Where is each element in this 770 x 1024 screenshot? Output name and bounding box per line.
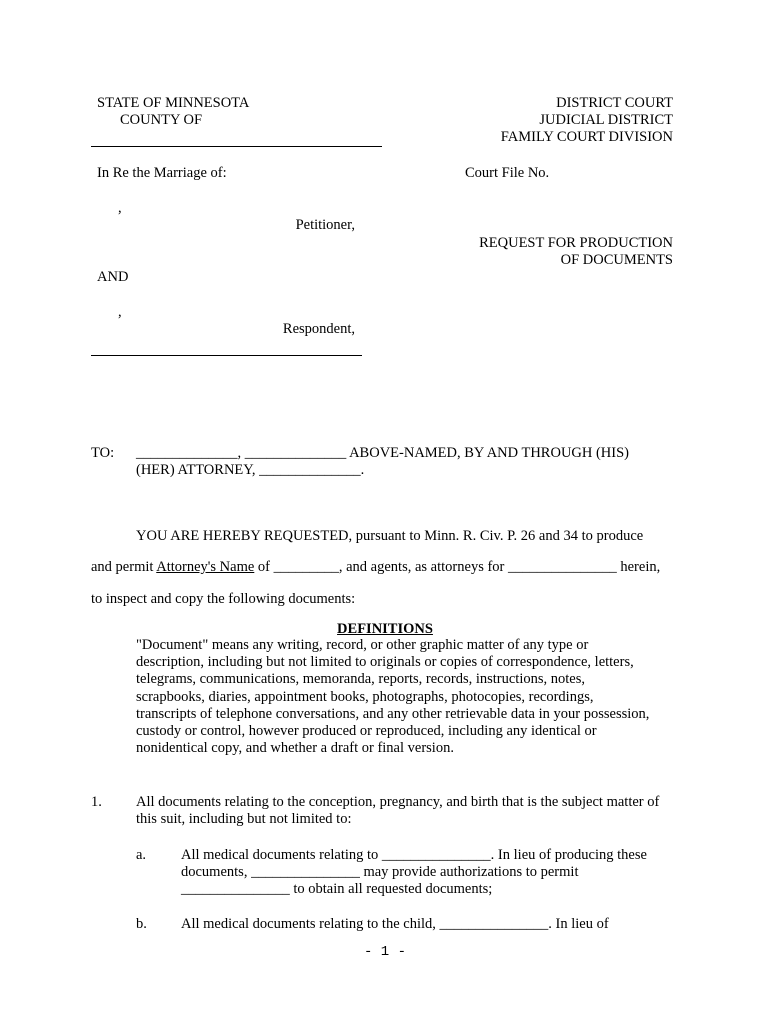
respondent-name-comma: , bbox=[118, 304, 122, 320]
caption-rule bbox=[91, 355, 362, 356]
court-name: DISTRICT COURT bbox=[556, 95, 673, 111]
judicial-district: JUDICIAL DISTRICT bbox=[539, 112, 673, 128]
subitem-a-line2: documents, _______________ may provide authorizations to permit bbox=[181, 864, 579, 880]
subitem-a-line1: All medical documents relating to _______________. In lieu of producing these bbox=[181, 847, 647, 863]
subitem-b-line1: All medical documents relating to the child, _______________. In lieu of bbox=[181, 916, 609, 932]
subitem-a-letter: a. bbox=[136, 847, 147, 863]
item-1-number: 1. bbox=[91, 794, 102, 810]
intro-line2-post: of _________, and agents, as attorneys for _______________ herein, bbox=[254, 559, 661, 575]
to-line2: (HER) ATTORNEY, ______________. bbox=[136, 462, 365, 478]
court-division: FAMILY COURT DIVISION bbox=[500, 129, 673, 145]
and-label: AND bbox=[97, 269, 129, 285]
to-label: TO: bbox=[91, 445, 115, 461]
intro-line3: to inspect and copy the following documents: bbox=[91, 591, 356, 607]
subitem-a-line3: _______________ to obtain all requested documents; bbox=[181, 881, 493, 897]
intro-line1: YOU ARE HEREBY REQUESTED, pursuant to Minn. R. Civ. P. 26 and 34 to produce bbox=[136, 528, 644, 544]
petitioner-name-comma: , bbox=[118, 200, 122, 216]
page-number: - 1 - bbox=[363, 944, 406, 960]
document-title-line1: REQUEST FOR PRODUCTION bbox=[479, 235, 673, 251]
intro-line2 bbox=[91, 559, 660, 576]
county-rule bbox=[91, 146, 382, 147]
respondent-label: Respondent, bbox=[282, 321, 355, 337]
item-1-line1: All documents relating to the conception, pregnancy, and birth that is the subject matter of bbox=[136, 794, 660, 810]
petitioner-label: Petitioner, bbox=[295, 217, 355, 233]
county-label: COUNTY OF bbox=[120, 112, 203, 128]
subitem-b-letter: b. bbox=[136, 916, 147, 932]
document-title-line2: OF DOCUMENTS bbox=[560, 252, 673, 268]
in-re-label: In Re the Marriage of: bbox=[97, 165, 227, 181]
intro-line2-pre: and permit bbox=[91, 559, 157, 575]
definitions-heading: DEFINITIONS bbox=[337, 621, 433, 637]
attorney-name-field: Attorney's Name bbox=[156, 559, 255, 575]
court-file-label: Court File No. bbox=[465, 165, 550, 181]
definitions-text: "Document" means any writing, record, or other graphic matter of any type or description, including but not limited to originals or copies of correspondence, letters, telegrams, communications, memoranda, reports, records, instructions, notes, scrapbooks, diaries, appointment books, photographs, photocopies, recordings, transcripts of telephone conversations, and any other retrievable data in your possession, custody or control, however produced or reproduced, including any identical or nonidentical copy, and whether a draft or final version. bbox=[136, 637, 650, 757]
item-1-line2: this suit, including but not limited to: bbox=[136, 811, 352, 827]
to-line1: ______________, ______________ ABOVE-NAMED, BY AND THROUGH (HIS) bbox=[136, 445, 629, 461]
state-name: STATE OF MINNESOTA bbox=[97, 95, 250, 111]
